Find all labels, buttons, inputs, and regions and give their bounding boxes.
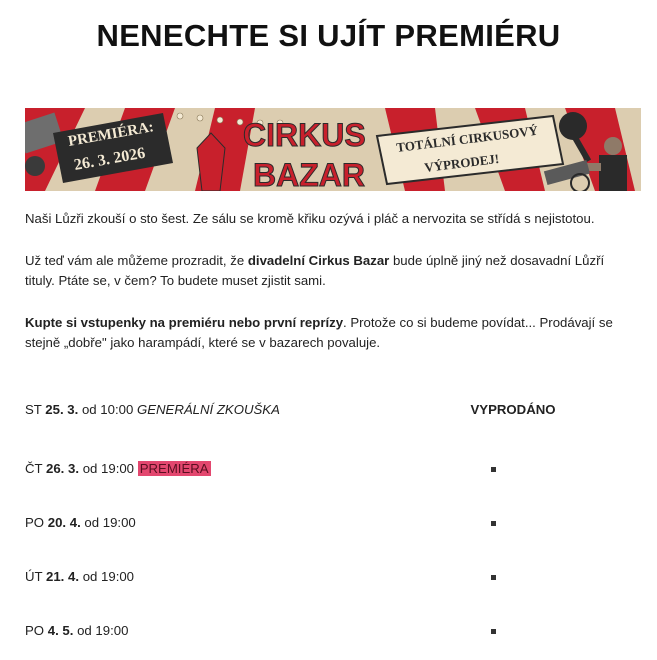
ticket-bullet[interactable]	[491, 467, 496, 472]
row-time: od 19:00	[82, 461, 135, 476]
banner-premiere-label: PREMIÉRA:	[66, 119, 156, 150]
row-date: 20. 4.	[47, 515, 81, 530]
banner-title-line1: CIRKUS	[243, 117, 366, 153]
row-day: PO	[25, 515, 45, 530]
page-title: NENECHTE SI UJÍT PREMIÉRU	[96, 18, 561, 53]
row-date: 4. 5.	[47, 623, 74, 638]
schedule-row	[25, 567, 645, 587]
banner-tag-line1: TOTÁLNÍ CIRKUSOVÝ	[395, 122, 539, 155]
sold-out-status: VYPRODÁNO	[470, 402, 556, 417]
p2-text-bold: divadelní Cirkus Bazar	[247, 253, 390, 268]
banner-illustration	[25, 108, 641, 191]
intro-paragraph-1: Naši Lůzři zkouší o sto šest. Ze sálu se kromě křiku ozývá i pláč a nervozita se střídá s nejistotou.	[25, 211, 595, 226]
schedule-row	[25, 621, 645, 641]
banner-tag-line2: VÝPRODEJ!	[423, 150, 500, 175]
p2-text-c: bude úplně jiný než dosavadní Lůzří tituly. Ptáte se, v čem? To budete muset zjistit sami.	[25, 253, 605, 288]
schedule-row	[25, 513, 645, 533]
ticket-bullet[interactable]	[491, 575, 496, 580]
row-time: od 10:00	[81, 402, 134, 417]
ticket-bullet[interactable]	[491, 629, 496, 634]
row-date: 25. 3.	[45, 402, 79, 417]
banner-premiere-date: 26. 3. 2026	[72, 144, 147, 174]
row-time: od 19:00	[77, 623, 129, 638]
row-day: ČT	[25, 461, 43, 476]
row-note-dress-rehearsal: GENERÁLNÍ ZKOUŠKA	[136, 402, 280, 417]
ticket-bullet[interactable]	[491, 521, 496, 526]
row-day: ST	[25, 402, 42, 417]
schedule-row	[25, 459, 645, 479]
cirkus-bazar-banner[interactable]	[25, 108, 641, 191]
row-date: 21. 4.	[46, 569, 80, 584]
buy-tickets-link[interactable]: Kupte si vstupenky na premiéru nebo první reprízy	[25, 315, 344, 330]
intro-paragraph-2	[25, 251, 625, 291]
p2-text-a: Už teď vám ale můžeme prozradit, že	[25, 253, 248, 268]
row-day: PO	[25, 623, 45, 638]
row-day: ÚT	[25, 569, 43, 584]
schedule-row	[25, 400, 645, 420]
banner-title-line2: BAZAR	[253, 157, 365, 191]
row-date: 26. 3.	[46, 461, 80, 476]
row-time: od 19:00	[82, 569, 135, 584]
premiere-badge: PREMIÉRA	[139, 461, 209, 476]
row-time: od 19:00	[84, 515, 136, 530]
p3-text: . Protože co si budeme povídat... Prodávají se stejně „dobře" jako harampádí, které se v bazarech povaluje.	[25, 315, 613, 350]
intro-paragraph-3	[25, 313, 625, 353]
